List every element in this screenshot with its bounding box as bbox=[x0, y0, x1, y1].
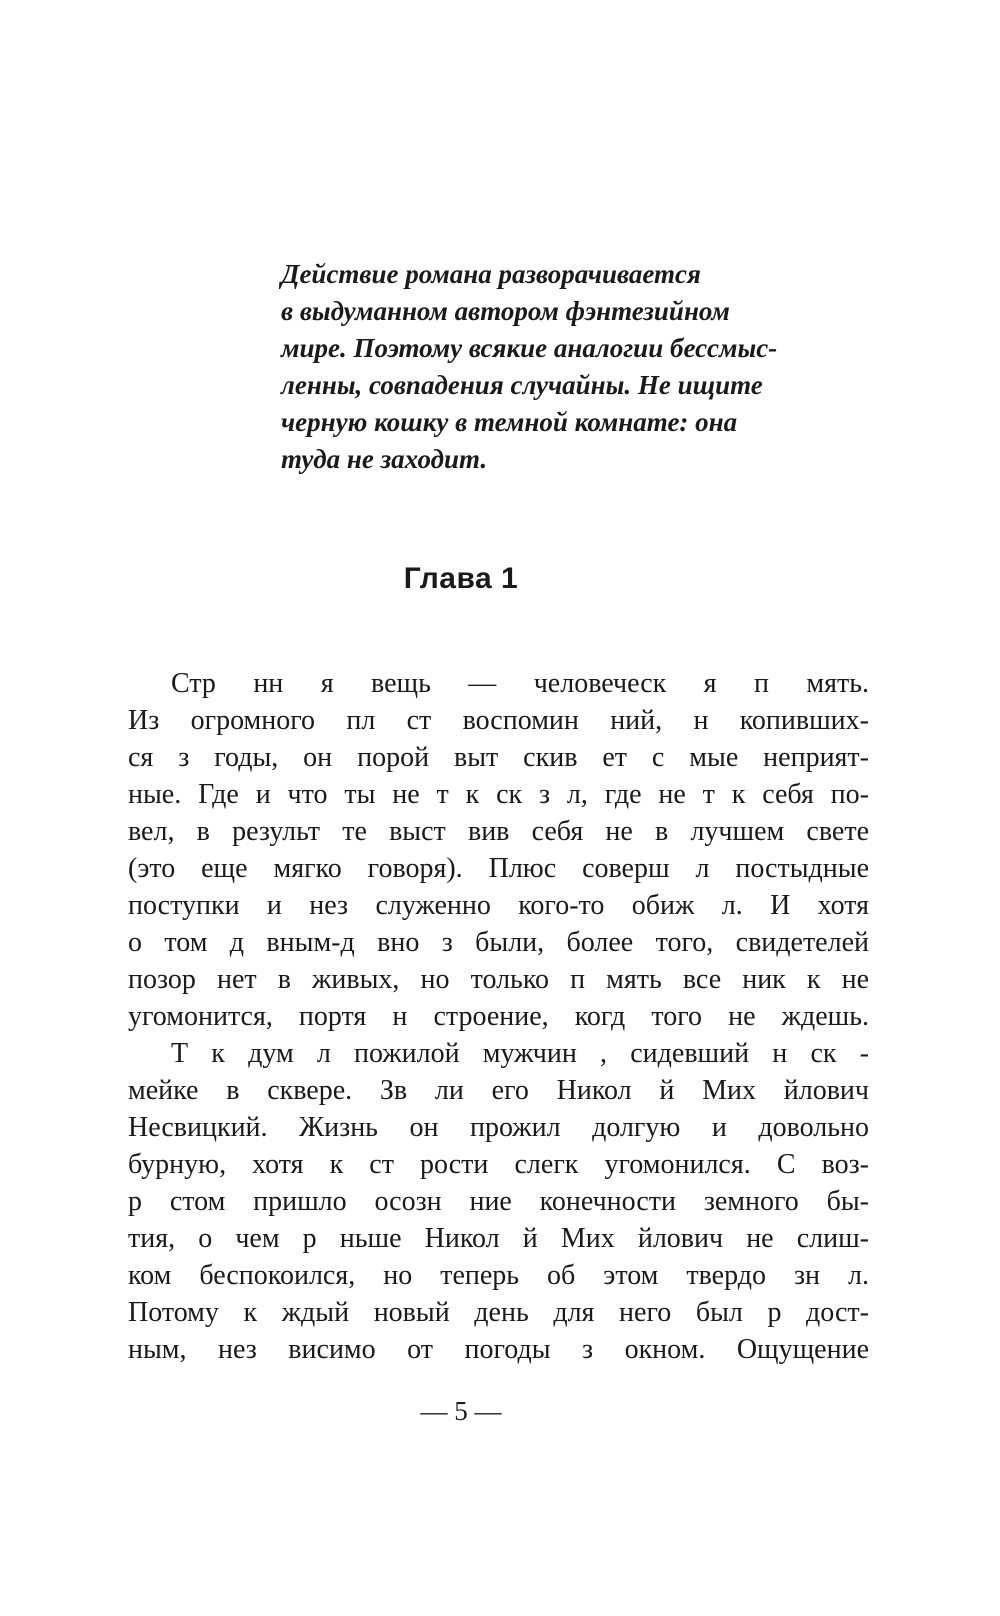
text-line: позор нет в живых, но только п мять все ник к не bbox=[128, 964, 869, 995]
epigraph-line: ленны, совпадения случайны. Не ищите bbox=[281, 370, 763, 400]
page-number: — 5 — bbox=[420, 1396, 502, 1426]
text-line: вел, в результ те выст вив себя не в лучшем свете bbox=[128, 816, 869, 847]
text-line: бурную, хотя к ст рости слегк угомонился. С воз- bbox=[128, 1149, 869, 1180]
text-line: Потому к ждый новый день для него был р дост- bbox=[128, 1297, 869, 1328]
chapter-title: Глава 1 bbox=[403, 562, 519, 595]
epigraph bbox=[281, 256, 821, 478]
epigraph-line: Действие романа разворачивается bbox=[281, 259, 701, 289]
epigraph-line: мире. Поэтому всякие аналогии бессмыс- bbox=[281, 333, 778, 363]
text-line: Т к дум л пожилой мужчин , сидевший н ск - bbox=[171, 1038, 869, 1069]
text-line: тия, о чем р ньше Никол й Мих йлович не слиш- bbox=[128, 1223, 869, 1254]
epigraph-line: туда не заходит. bbox=[281, 444, 488, 474]
text-line: поступки и нез служенно кого-то обиж л. И хотя bbox=[128, 890, 869, 921]
text-line: Стр нн я вещь — человеческ я п мять. bbox=[171, 668, 869, 699]
text-line: о том д вным-д вно з были, более того, свидетелей bbox=[128, 927, 869, 958]
text-line: ные. Где и что ты не т к ск з л, где не т к себя по- bbox=[128, 779, 869, 810]
epigraph-line: в выдуманном автором фэнтезийном bbox=[281, 296, 730, 326]
paragraph bbox=[128, 665, 869, 1035]
text-line: угомонится, портя н строение, когд того не ждешь. bbox=[128, 1001, 869, 1032]
paragraph bbox=[128, 1035, 869, 1368]
text-line: р стом пришло осозн ние конечности земного бы- bbox=[128, 1186, 869, 1217]
text-line: мейке в сквере. Зв ли его Никол й Мих йлович bbox=[128, 1075, 869, 1106]
text-line: (это еще мягко говоря). Плюс соверш л постыдные bbox=[128, 853, 869, 884]
epigraph-line: черную кошку в темной комнате: она bbox=[281, 407, 738, 437]
text-line: Из огромного пл ст воспомин ний, н копивших- bbox=[128, 705, 869, 736]
text-line: ком беспокоился, но теперь об этом твердо зн л. bbox=[128, 1260, 869, 1291]
text-line: ным, нез висимо от погоды з окном. Ощущение bbox=[128, 1334, 869, 1365]
body-text bbox=[128, 665, 869, 1368]
text-line: ся з годы, он порой выт скив ет с мые неприят- bbox=[128, 742, 869, 773]
text-line: Несвицкий. Жизнь он прожил долгую и довольно bbox=[128, 1112, 869, 1143]
